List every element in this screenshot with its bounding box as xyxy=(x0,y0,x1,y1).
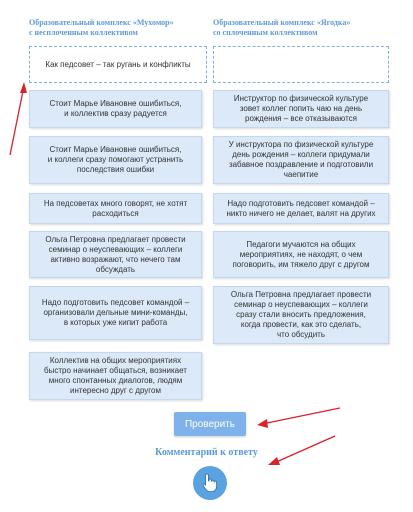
answer-card[interactable]: Стоит Марье Ивановне ошибиться, и коллектив сразу радуется xyxy=(29,90,202,128)
annotation-arrow xyxy=(274,436,335,463)
answer-card[interactable]: Ольга Петровна предлагает провести семинар о неуспевающих – коллеги сразу стали вносить предложения, когда провести, как это сделать, что обсудить xyxy=(213,286,389,344)
annotation-arrowhead xyxy=(257,419,268,428)
answer-card[interactable]: Стоит Марье Ивановне ошибиться, и коллеги сразу помогают устранить последствия ошибки xyxy=(29,136,202,184)
answer-card[interactable]: Инструктор по физической культуре зовет коллег попить чаю на день рождения – все отказываются xyxy=(213,90,389,128)
answer-card[interactable]: У инструктора по физической культуре день рождения – коллеги придумали забавное поздравление и подготовили чаепитие xyxy=(213,136,389,184)
answer-card[interactable]: Надо подготовить педсовет командой – организовали дельные мини-команды, в которых уже кипит работа xyxy=(29,286,202,340)
answer-card[interactable]: Надо подготовить педсовет командой – никто ничего не делает, валят на других xyxy=(213,193,389,224)
left-column-header: Образовательный комплекс «Мухомор» с несплоченным коллективом xyxy=(29,18,174,37)
check-button[interactable]: Проверить xyxy=(174,412,246,436)
answer-card[interactable]: Коллектив на общих мероприятиях быстро начинает общаться, возникает много спонтанных диалогов, людям интересно друг с другом xyxy=(29,352,202,400)
annotation-arrowhead xyxy=(268,457,280,465)
right-column-header: Образовательный комплекс «Ягодка» со сплоченным коллективом xyxy=(213,18,351,37)
comment-link[interactable]: Комментарий к ответу xyxy=(155,447,258,458)
annotation-arrow xyxy=(262,408,340,424)
answer-card[interactable]: На педсоветах много говорят, не хотят расходиться xyxy=(29,193,202,224)
answer-card[interactable]: Педагоги мучаются на общих мероприятиях, не находят, о чем поговорить, им тяжело друг с другом xyxy=(213,231,389,278)
left-drop-zone-text[interactable]: Как педсовет – так ругань и конфликты xyxy=(45,60,191,69)
annotation-arrowhead xyxy=(20,82,27,93)
answer-card[interactable]: Ольга Петровна предлагает провести семинар о неуспевающих – коллеги активно возражают, что нечего там обсуждать xyxy=(29,231,202,278)
annotation-arrow xyxy=(10,86,24,155)
